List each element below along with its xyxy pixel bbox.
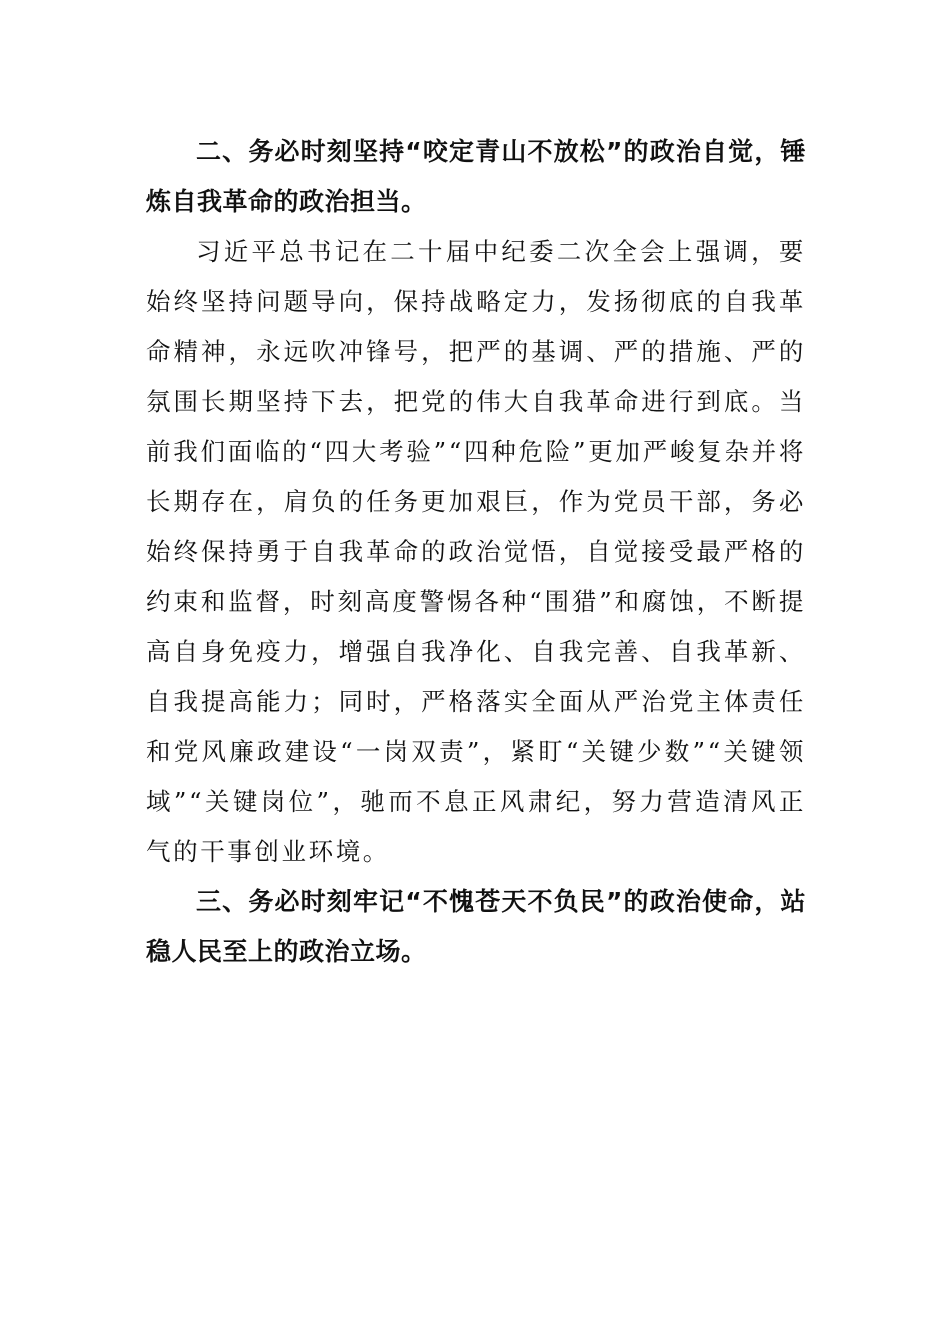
section-2-body: 习近平总书记在二十届中纪委二次全会上强调，要始终坚持问题导向，保持战略定力，发扬彻底的自我革命精神，永远吹冲锋号，把严的基调、严的措施、严的氛围长期坚持下去，把党的伟大自我革命进行到底。当前我们面临的“四大考验”“四种危险”更加严峻复杂并将长期存在，肩负的任务更加艰巨，作为党员干部，务必始终保持勇于自我革命的政治觉悟，自觉接受最严格的约束和监督，时刻高度警惕各种“围猎”和腐蚀，不断提高自身免疫力，增强自我净化、自我完善、自我革新、自我提高能力；同时，严格落实全面从严治党主体责任和党风廉政建设“一岗双责”，紧盯“关键少数”“关键领域”“关键岗位”，驰而不息正风肃纪，努力营造清风正气的干事创业环境。 — [146, 237, 806, 866]
document-content — [146, 127, 806, 977]
section-2-heading: 二、务必时刻坚持“咬定青山不放松”的政治自觉，锤炼自我革命的政治担当。 — [146, 137, 806, 216]
section-3-heading: 三、务必时刻牢记“不愧苍天不负民”的政治使命，站稳人民至上的政治立场。 — [146, 887, 806, 966]
